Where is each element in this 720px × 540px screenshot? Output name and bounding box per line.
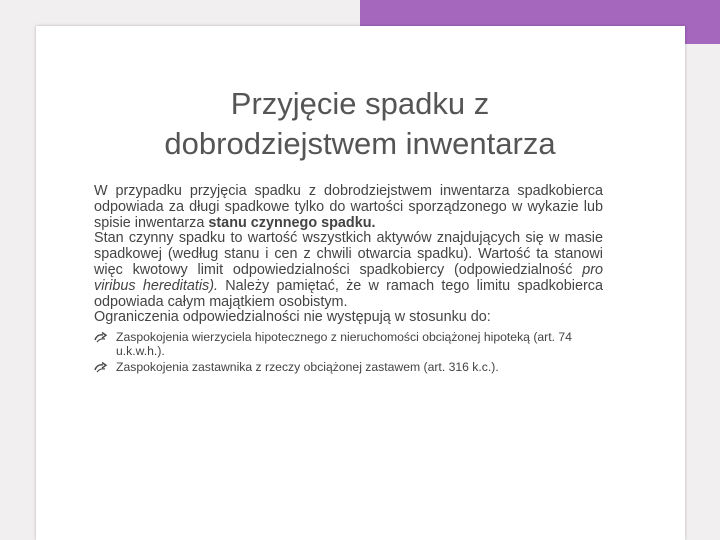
paragraph-2-text-before: Stan czynny spadku to wartość wszystkich aktywów znajdujących się w masie spadkowej (według stanu i cen z chwili otwarcia spadku). Wartość ta stanowi więc kwotowy limit odpowiedzialności spadkobiercy (odpowiedzialność bbox=[94, 230, 603, 278]
bullet-item-1 bbox=[94, 330, 603, 358]
curved-arrow-icon bbox=[94, 331, 110, 343]
title-line-1: Przyjęcie spadku z bbox=[230, 86, 490, 121]
bullet-item-2 bbox=[94, 360, 603, 374]
curved-arrow-icon bbox=[94, 361, 110, 373]
paragraph-3: Ograniczenia odpowiedzialności nie występują w stosunku do: bbox=[94, 309, 491, 326]
paragraph-1-bold: stanu czynnego spadku. bbox=[208, 214, 376, 231]
bullet-text-1: Zaspokojenia wierzyciela hipotecznego z nieruchomości obciążonej hipoteką (art. 74 u.k.w.h.). bbox=[116, 330, 572, 359]
paragraph-2 bbox=[94, 231, 603, 310]
slide-title bbox=[60, 84, 660, 164]
bullet-list bbox=[94, 330, 603, 374]
paragraph-1-text: W przypadku przyjęcia spadku z dobrodziejstwem inwentarza spadkobierca odpowiada za długi spadkowe tylko do wartości sporządzonego w wykazie lub spisie inwentarza bbox=[94, 183, 603, 231]
title-line-2: dobrodziejstwem inwentarza bbox=[164, 126, 556, 161]
paragraph-1 bbox=[94, 184, 603, 231]
paragraph-2-text-after: Należy pamiętać, że w ramach tego limitu spadkobierca odpowiada całym majątkiem osobistym. bbox=[94, 277, 603, 310]
paragraph-2-italic: pro viribus hereditatis). bbox=[94, 261, 603, 294]
bullet-text-2: Zaspokojenia zastawnika z rzeczy obciążonej zastawem (art. 316 k.c.). bbox=[116, 360, 499, 375]
slide-body bbox=[94, 184, 603, 376]
